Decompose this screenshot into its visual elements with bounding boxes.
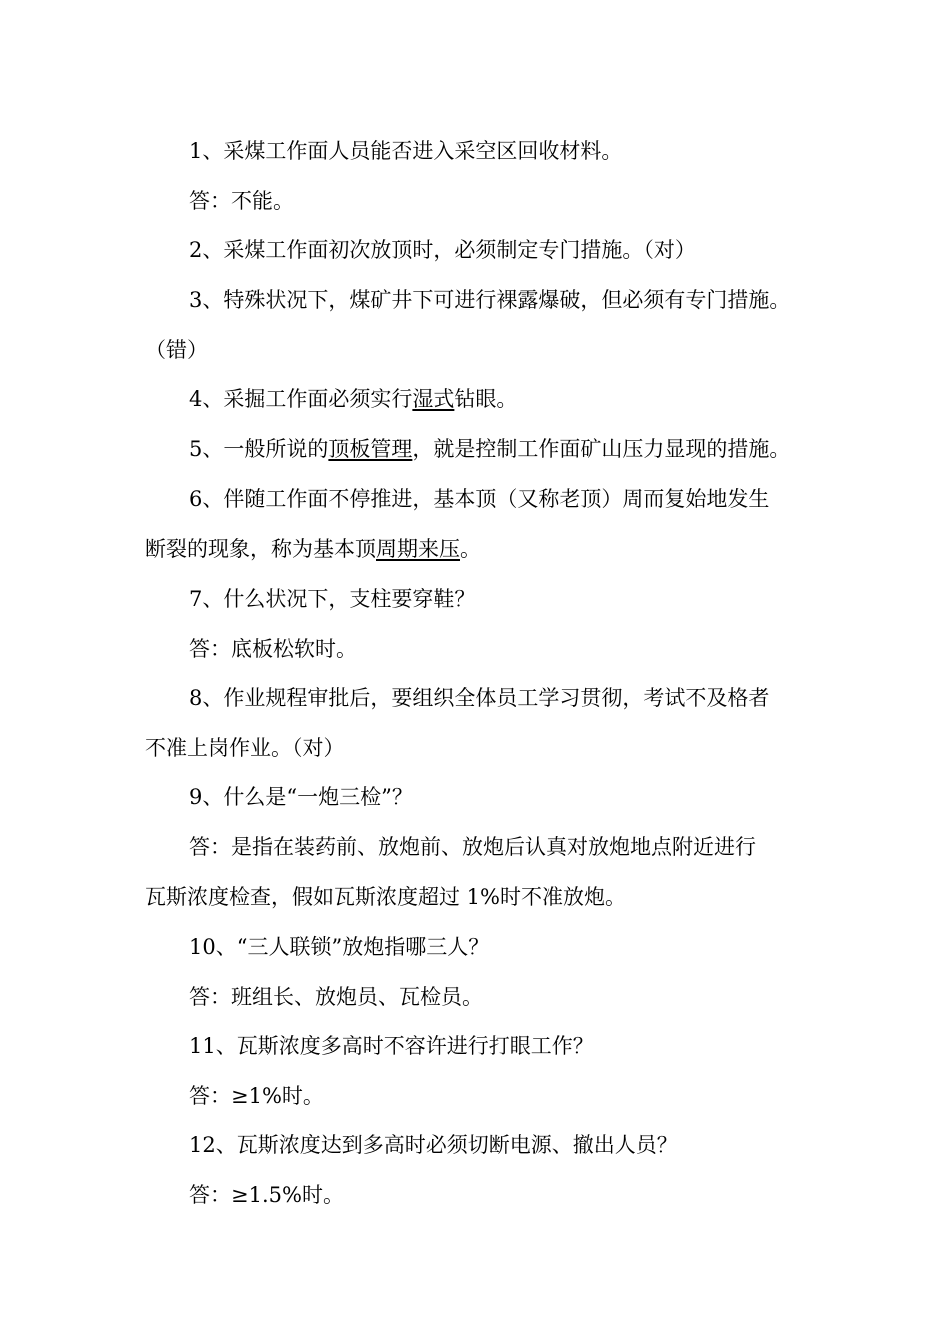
question-9: 9、什么是“一炮三检”？ [189, 785, 413, 809]
question-12: 12、瓦斯浓度达到多高时必须切断电源、撤出人员？ [189, 1133, 678, 1157]
question-6-underlined: 周期来压 [376, 537, 460, 561]
question-2: 2、采煤工作面初次放顶时，必须制定专门措施。（对） [189, 238, 696, 262]
question-6-tail: 。 [460, 537, 481, 561]
question-3-line-2: （错） [145, 338, 208, 362]
question-7: 7、什么状况下，支柱要穿鞋？ [189, 587, 476, 611]
question-5 [189, 434, 869, 464]
question-3-line-1: 3、特殊状况下，煤矿井下可进行裸露爆破，但必须有专门措施。 [189, 288, 791, 312]
question-8-line-2: 不准上岗作业。（对） [145, 736, 345, 760]
question-8-line-1: 8、作业规程审批后，要组织全体员工学习贯彻，考试不及格者 [189, 686, 770, 710]
question-6-line-1: 6、伴随工作面不停推进，基本顶（又称老顶）周而复始地发生 [189, 487, 770, 511]
answer-11: 答：≥1%时。 [189, 1084, 324, 1108]
question-10: 10、“三人联锁”放炮指哪三人？ [189, 935, 490, 959]
question-4-tail: 钻眼。 [454, 387, 518, 411]
answer-10: 答：班组长、放炮员、瓦检员。 [189, 985, 483, 1009]
answer-12: 答：≥1.5%时。 [189, 1183, 344, 1207]
question-4 [189, 384, 869, 414]
question-5-tail: ，就是控制工作面矿山压力显现的措施。 [412, 437, 791, 461]
question-11: 11、瓦斯浓度多高时不容许进行打眼工作？ [189, 1034, 594, 1058]
answer-9-line-1: 答：是指在装药前、放炮前、放炮后认真对放炮地点附近进行 [189, 835, 756, 859]
question-4-underlined: 湿式 [412, 387, 455, 411]
answer-7: 答：底板松软时。 [189, 637, 357, 661]
question-6-line-2 [145, 534, 825, 564]
question-4-text: 4、采掘工作面必须实行 [189, 387, 413, 411]
answer-1: 答：不能。 [189, 189, 294, 213]
question-1: 1、采煤工作面人员能否进入采空区回收材料。 [189, 139, 623, 163]
question-5-underlined: 顶板管理 [328, 437, 413, 461]
question-6-text: 断裂的现象，称为基本顶 [145, 537, 376, 561]
answer-9-line-2: 瓦斯浓度检查，假如瓦斯浓度超过 1%时不准放炮。 [145, 885, 626, 909]
question-5-text: 5、一般所说的 [189, 437, 329, 461]
